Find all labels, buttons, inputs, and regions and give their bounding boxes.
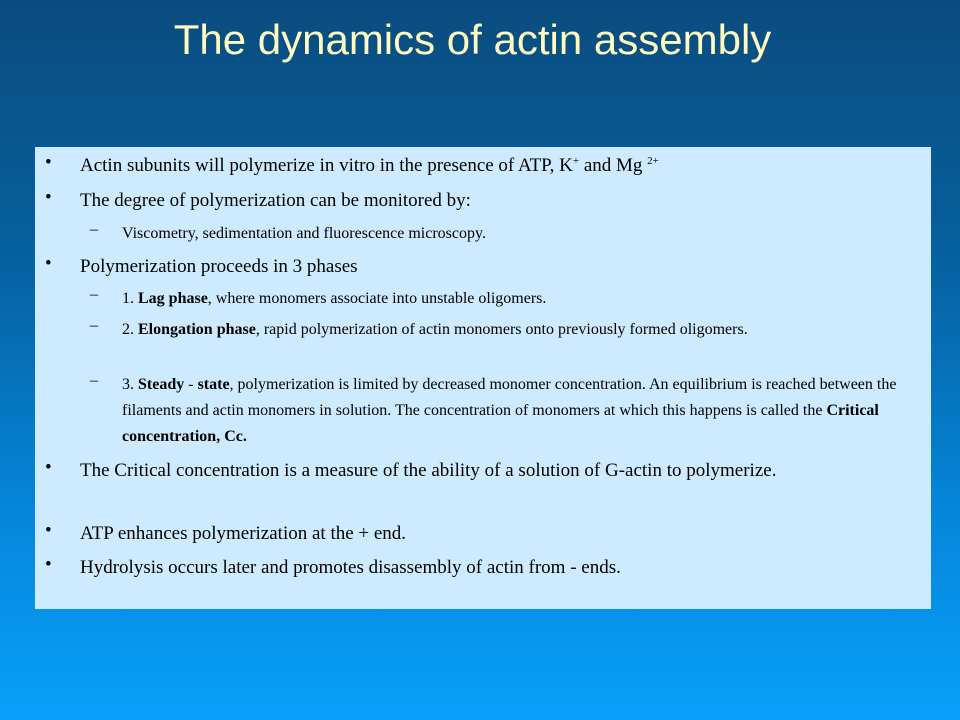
dash-marker: – [90,221,98,238]
slide-title: The dynamics of actin assembly [173,16,772,63]
bullet-marker: • [45,253,52,274]
bullet-marker: • [45,457,52,478]
bullet-4-text: The Critical concentration is a measure of the ability of a solution of G-actin to polymerize. [80,460,777,481]
bullet-marker: • [45,554,52,575]
sub-bullet-lag-phase: 1. Lag phase, where monomers associate into unstable oligomers. [122,290,547,307]
sub-bullet-viscometry: Viscometry, sedimentation and fluorescence microscopy. [122,225,486,242]
sub-bullet-elongation-phase: 2. Elongation phase, rapid polymerization of actin monomers onto previously formed oligomers. [122,321,748,338]
bullet-marker: • [45,187,52,208]
bullet-5-text: ATP enhances polymerization at the + end. [80,523,407,544]
bullet-3-text: Polymerization proceeds in 3 phases [80,256,358,277]
bullet-6-text: Hydrolysis occurs later and promotes disassembly of actin from - ends. [80,557,621,578]
bullet-1-text: Actin subunits will polymerize in vitro in the presence of ATP, K+ and Mg $^{2+}$ [80,155,659,176]
sub-bullet-steady-state: 3. Steady - state, polymerization is limited by decreased monomer concentration. An equilibrium is reached between the filaments and actin monomers in solution. The concentration of monomers at which this happens is called the Critical concentration, Cc. [122,376,897,445]
bullet-marker: • [45,152,52,173]
dash-marker: – [90,372,98,389]
bullet-marker: • [45,520,52,541]
dash-marker: – [90,317,98,334]
dash-marker: – [90,286,98,303]
bullet-2-text: The degree of polymerization can be monitored by: [80,190,471,211]
